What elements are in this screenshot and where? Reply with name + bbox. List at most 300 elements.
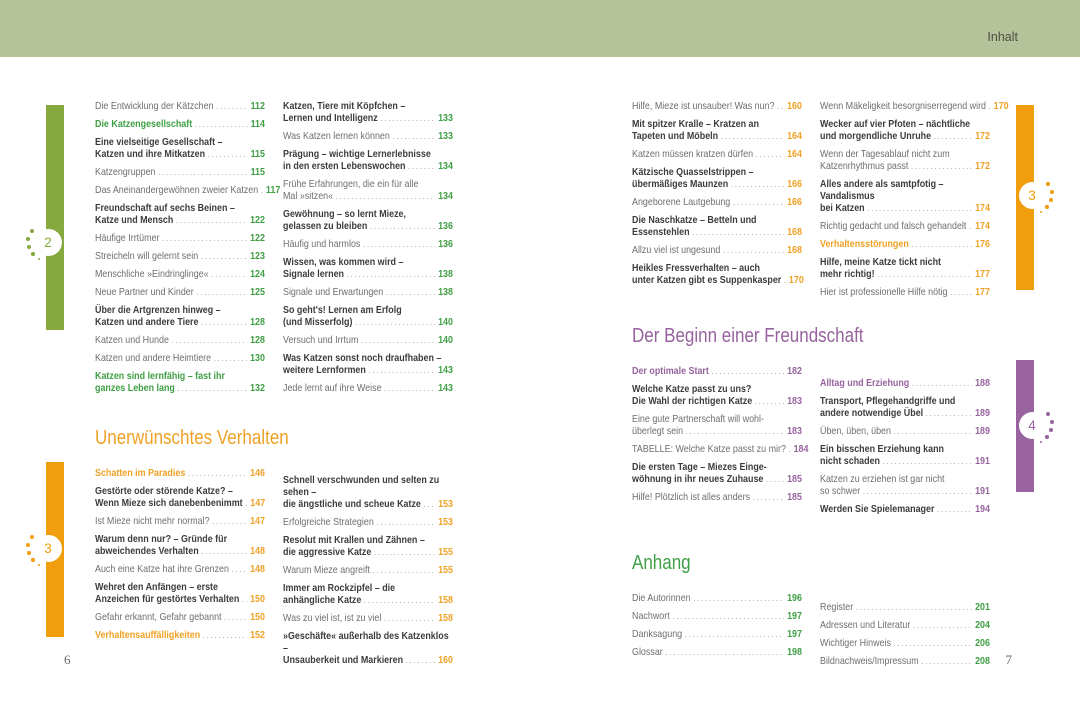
toc-entry-title: Angeborene Lautgebung [632,196,731,208]
toc-entry-title: Das Aneinandergewöhnen zweier Katzen [95,184,259,196]
toc-entry-line [95,232,265,245]
toc-entry-title: Verhaltensstörungen [820,238,909,250]
toc-entry-line [820,377,990,390]
chapter-marker-dot [30,535,35,540]
toc-entry-line: So geht's! Lernen am Erfolg [283,304,402,316]
toc-entry [95,100,265,113]
toc-entry-line [95,148,265,161]
toc-entry-line [820,503,990,516]
toc-entry-title: TABELLE: Welche Katze passt zu mir? [632,443,786,455]
toc-entry-title: nicht schaden [820,455,881,467]
toc-entry-page-number: 143 [438,382,453,394]
toc-entry-page-number: 122 [250,214,265,226]
toc-entry-line [632,443,809,456]
toc-entry [95,611,265,624]
toc-entry-page-number: 115 [250,148,265,160]
dot-leader [926,408,973,420]
toc-entry-page-number: 147 [250,515,265,527]
toc-entry-line [95,250,265,263]
dot-leader [877,269,972,281]
toc-entry-page-number: 166 [787,196,802,208]
toc-entry [283,630,453,667]
toc-entry-page-number: 183 [787,425,802,437]
toc-entry-line: Wehret den Anfängen – erste [95,581,218,593]
toc-entry-title: Alltag und Erziehung [820,377,910,389]
dot-leader [911,239,972,251]
toc-entry-line [632,226,802,239]
toc-entry-line [820,455,990,468]
toc-entry-line [95,286,265,299]
dot-leader [214,353,248,365]
toc-entry-line [820,130,990,143]
dot-leader [224,612,247,624]
toc-entry [95,250,265,263]
toc-entry-line: Ein bisschen Erziehung kann [820,443,944,455]
dot-leader [733,197,785,209]
toc-entry-title: Die Katzengesellschaft [95,118,193,130]
toc-entry [820,377,990,390]
toc-entry-title: Werden Sie Spielemanager [820,503,935,515]
chapter-marker-dot [31,252,34,255]
toc-entry-line: Immer am Rockzipfel – die [283,582,396,594]
toc-entry-line: Frühe Erfahrungen, die ein für alle [283,178,419,190]
toc-entry-title: Katze und Mensch [95,214,174,226]
toc-entry-line: Wissen, was kommen wird – [283,256,404,268]
toc-entry [283,256,453,281]
toc-entry-title: ganzes Leben lang [95,382,175,394]
toc-entry-page-number: 148 [250,563,265,575]
dot-leader [863,486,973,498]
toc-entry [820,256,990,281]
toc-entry-line [632,473,802,486]
toc-entry [820,619,990,632]
toc-entry-title: unter Katzen gibt es Suppenkasper [632,274,782,286]
toc-entry-page-number: 176 [975,238,990,250]
chapter-marker-dot [1045,205,1048,208]
toc-entry-page-number: 184 [793,443,809,455]
toc-entry-line [95,563,265,576]
dot-leader [723,245,785,257]
toc-entry-title: Signale und Erwartungen [283,286,384,298]
chapter-marker-dot [1050,420,1054,424]
dot-leader [867,203,972,215]
toc-entry [283,334,453,347]
toc-entry-page-number: 125 [250,286,265,298]
toc-entry-line [283,612,453,625]
header-title: Inhalt [987,30,1018,44]
toc-entry-page-number: 133 [438,112,453,124]
toc-entry [95,370,265,395]
toc-entry-line [820,485,990,498]
toc-entry [820,425,990,438]
toc-entry-title: und morgendliche Unruhe [820,130,932,142]
toc-entry-title: Schatten im Paradies [95,467,186,479]
dot-leader [232,564,248,576]
toc-entry [95,286,265,299]
toc-entry-line: Katzen, Tiere mit Köpfchen – [283,100,406,112]
dot-leader [731,179,785,191]
toc-entry [95,515,265,528]
toc-entry-page-number: 174 [975,202,990,214]
toc-entry-line: Gestörte oder störende Katze? – [95,485,233,497]
toc-entry-line [632,610,802,623]
toc-entry-page-number: 164 [787,130,802,142]
dot-leader [373,565,436,577]
toc-entry-line [95,268,265,281]
dot-leader [361,335,436,347]
toc-entry [283,474,453,511]
toc-entry-line [632,425,802,438]
toc-entry-page-number: 134 [438,190,453,202]
toc-entry-line: Gewöhnung – so lernt Mieze, [283,208,406,220]
toc-entry-line: Mit spitzer Kralle – Kratzen an [632,118,759,130]
toc-entry-line: Die Naschkatze – Betteln und [632,214,757,226]
toc-entry-line [95,166,265,179]
dot-leader [380,113,435,125]
dot-leader [188,468,248,480]
chapter-marker-dot [26,237,30,241]
dot-leader [336,191,436,203]
dot-leader [203,630,248,642]
dot-leader [692,227,784,239]
toc-entry [95,563,265,576]
toc-entry-line [95,515,265,528]
dot-leader [355,317,436,329]
toc-entry [95,629,265,642]
toc-entry-page-number: 208 [975,655,990,667]
toc-entry [632,610,802,623]
toc-entry-title: übermäßiges Maunzen [632,178,729,190]
toc-entry-page-number: 158 [438,612,453,624]
chapter-marker-dot [1049,428,1053,432]
toc-entry [283,612,453,625]
toc-entry-page-number: 183 [787,395,802,407]
chapter-marker-dot [38,564,41,567]
dot-leader [894,426,973,438]
dot-leader [242,594,248,606]
toc-entry-page-number: 189 [975,425,990,437]
toc-entry [283,100,453,125]
page-number-right: 7 [1005,652,1012,667]
toc-entry-title: Katzenrhythmus passt [820,160,909,172]
toc-entry-page-number: 177 [975,286,990,298]
toc-entry-page-number: 170 [788,274,804,286]
toc-entry [632,592,802,605]
toc-entry [283,286,453,299]
toc-entry-line [283,112,453,125]
toc-entry-page-number: 122 [250,232,265,244]
dot-leader [883,456,973,468]
toc-entry-title: Hier ist professionelle Hilfe nötig [820,286,948,298]
toc-entry-page-number: 201 [975,601,990,613]
toc-entry [632,148,802,161]
toc-entry [95,485,265,510]
toc-entry [283,382,453,395]
toc-entry-line: Kätzische Quasselstrippen – [632,166,754,178]
toc-entry [632,628,802,641]
toc-entry-line [632,365,802,378]
toc-entry [95,202,265,227]
dot-leader [788,444,791,456]
toc-entry [283,304,453,329]
toc-entry-page-number: 194 [975,503,990,515]
toc-entry-page-number: 172 [975,130,990,142]
toc-entry [632,443,809,456]
dot-leader [756,149,785,161]
toc-entry-line: Transport, Pflegehandgriffe und [820,395,956,407]
dot-leader [201,251,248,263]
dot-leader [347,269,436,281]
toc-entry [95,118,265,131]
toc-entry-title: anhängliche Katze [283,594,362,606]
toc-entry-line [632,628,802,641]
toc-entry-page-number: 191 [975,485,990,497]
toc-entry-line [283,594,453,607]
dot-leader [216,101,248,113]
toc-entry-line [820,238,990,251]
toc-entry-line [283,364,453,377]
chapter-number: 3 [35,535,62,562]
toc-entry-title: Richtig gedacht und falsch gehandelt [820,220,967,232]
toc-entry-line: Freundschaft auf sechs Beinen – [95,202,235,214]
toc-entry-title: überlegt sein [632,425,684,437]
toc-entry-title: Üben, üben, üben [820,425,891,437]
toc-entry [820,286,990,299]
toc-entry-line: Wecker auf vier Pfoten – nächtliche [820,118,971,130]
dot-leader [212,516,247,528]
dot-leader [856,602,973,614]
chapter-marker-dot [27,551,31,555]
toc-entry-title: Katzen und ihre Mitkatzen [95,148,206,160]
toc-entry-page-number: 112 [250,100,265,112]
toc-entry-line [820,160,990,173]
toc-entry-line [283,382,453,395]
toc-entry-line [820,601,990,614]
toc-entry [632,262,802,287]
dot-leader [766,474,785,486]
toc-entry-line [820,202,990,215]
toc-entry-title: Katzengruppen [95,166,156,178]
toc-entry-line: Warum denn nur? – Gründe für [95,533,228,545]
toc-entry-title: Auch eine Katze hat ihre Grenzen [95,563,229,575]
toc-entry-line: »Geschäfte« außerhalb des Katzenklos – [283,630,449,654]
toc-entry [632,196,802,209]
toc-entry-title: Neue Partner und Kinder [95,286,194,298]
toc-entry-title: Katzen und andere Heimtiere [95,352,212,364]
toc-entry-line [632,196,802,209]
toc-entry-line [95,545,265,558]
toc-entry [820,637,990,650]
toc-entry-line: Katzen sind lernfähig – fast ihr [95,370,225,382]
toc-entry-line: Schnell verschwunden und selten zu sehen – [283,474,440,498]
toc-entry-title: Glossar [632,646,663,658]
toc-entry-page-number: 153 [438,516,453,528]
dot-leader [406,655,436,667]
toc-entry-line [632,100,802,113]
toc-entry-line [95,184,281,197]
toc-entry [820,148,990,173]
dot-leader [665,647,784,659]
toc-entry [820,503,990,516]
dot-leader [374,547,436,559]
toc-entry-page-number: 172 [975,160,990,172]
toc-entry-page-number: 123 [250,250,265,262]
page-number-left: 6 [64,652,71,667]
toc-entry-title: Menschliche »Eindringlinge« [95,268,209,280]
toc-entry-title: in den ersten Lebenswochen [283,160,406,172]
toc-column-4 [820,100,1009,673]
toc-entry-page-number: 188 [975,377,990,389]
dot-leader [989,101,992,113]
toc-entry-title: Warum Mieze angreift [283,564,370,576]
toc-entry-line: Eine vielseitige Gesellschaft – [95,136,223,148]
toc-entry-title: Ist Mieze nicht mehr normal? [95,515,210,527]
toc-entry-title: Danksagung [632,628,683,640]
dot-leader [201,317,247,329]
dot-leader [777,101,784,113]
toc-entry-line [95,593,265,606]
toc-entry-line [632,395,802,408]
column-gap [820,304,990,377]
dot-leader [245,498,248,510]
toc-entry-page-number: 189 [975,407,990,419]
chapter-marker-dot [1045,435,1048,438]
toc-entry-line [95,118,265,131]
toc-entry-page-number: 160 [787,100,802,112]
chapter-number: 4 [1019,412,1046,439]
toc-entry-line [283,238,453,251]
dot-leader [201,546,247,558]
page-header-bar [0,0,1080,57]
toc-entry-line [95,214,265,227]
chapter-marker-dot [30,229,35,234]
toc-entry [820,220,990,233]
toc-entry-line [820,619,990,632]
toc-entry-page-number: 155 [438,564,453,576]
toc-entry-line: Hilfe, meine Katze tickt nicht [820,256,942,268]
chapter-marker-dot [1040,441,1043,444]
toc-entry-page-number: 115 [250,166,265,178]
toc-entry-title: Register [820,601,854,613]
toc-entry-title: Die Wahl der richtigen Katze [632,395,753,407]
column-gap [820,521,990,601]
toc-entry-page-number: 197 [787,610,802,622]
toc-entry-page-number: 160 [438,654,453,666]
toc-column-2 [283,100,453,672]
toc-entry-title: Essenstehlen [632,226,690,238]
toc-entry-line [820,655,990,668]
toc-entry-title: Gefahr erkannt, Gefahr gebannt [95,611,222,623]
toc-entry-line [95,100,265,113]
dot-leader [893,638,972,650]
toc-entry-page-number: 114 [250,118,265,130]
toc-entry-line [283,316,453,329]
toc-entry [283,208,453,233]
dot-leader [211,269,247,281]
dot-leader [672,611,784,623]
toc-entry-line: Eine gute Partnerschaft will wohl- [632,413,764,425]
toc-entry [632,646,802,659]
toc-entry-line [95,352,265,365]
chapter-number: 2 [35,229,62,256]
toc-entry-line [283,516,453,529]
toc-entry-line [632,130,802,143]
toc-entry-line: Resolut mit Krallen und Zähnen – [283,534,425,546]
toc-entry-title: Was Katzen lernen können [283,130,390,142]
toc-entry-line: Was Katzen sonst noch draufhaben – [283,352,442,364]
toc-entry-title: Häufige Irrtümer [95,232,160,244]
toc-entry [632,244,802,257]
toc-entry-page-number: 153 [438,498,453,510]
toc-entry-title: Die Autorinnen [632,592,691,604]
toc-entry-page-number: 170 [993,100,1009,112]
toc-entry-title: mehr richtig! [820,268,875,280]
toc-entry-page-number: 204 [975,619,990,631]
toc-entry [95,268,265,281]
toc-entry-line [632,244,802,257]
toc-entry-line [283,334,453,347]
toc-entry-line [283,546,453,559]
toc-entry-title: abweichendes Verhalten [95,545,199,557]
toc-entry-line [632,646,802,659]
toc-entry [95,136,265,161]
toc-entry-page-number: 198 [787,646,802,658]
dot-leader [386,287,436,299]
dot-leader [384,613,436,625]
toc-entry-line [820,425,990,438]
toc-entry-line [283,268,453,281]
chapter-marker-dot [31,558,34,561]
toc-entry-line [283,654,453,667]
toc-entry [95,184,281,197]
toc-entry [95,334,265,347]
toc-entry [820,238,990,251]
dot-leader [392,131,435,143]
toc-entry [95,232,265,245]
toc-entry-line: Katzen zu erziehen ist gar nicht [820,473,945,485]
toc-entry-title: Die Entwicklung der Kätzchen [95,100,214,112]
toc-entry-title: die ängstliche und scheue Katze [283,498,421,510]
toc-entry-title: Versuch und Irrtum [283,334,359,346]
dot-leader [177,383,247,395]
toc-entry-title: Streicheln will gelernt sein [95,250,199,262]
toc-entry [95,533,265,558]
toc-entry-line [632,274,802,287]
chapter-marker-dot [1050,190,1054,194]
toc-entry-page-number: 128 [250,334,265,346]
toc-entry [283,178,453,203]
toc-entry [283,564,453,577]
toc-entry [95,166,265,179]
dot-leader [934,131,973,143]
toc-entry-page-number: 136 [438,220,453,232]
dot-leader [913,620,973,632]
chapter-marker-dot [26,543,30,547]
dot-leader [376,517,435,529]
toc-entry-line [820,286,990,299]
toc-entry-page-number: 130 [250,352,265,364]
dot-leader [384,383,435,395]
toc-entry-title: Tapeten und Möbeln [632,130,719,142]
section-heading: Anhang [632,552,691,574]
toc-entry-line [632,592,802,605]
toc-entry [820,395,990,420]
toc-entry-title: Katzen und Hunde [95,334,169,346]
toc-entry-line: Heikles Fressverhalten – auch [632,262,761,274]
toc-entry-line [95,467,265,480]
toc-entry-line [820,220,990,233]
toc-entry [632,413,802,438]
